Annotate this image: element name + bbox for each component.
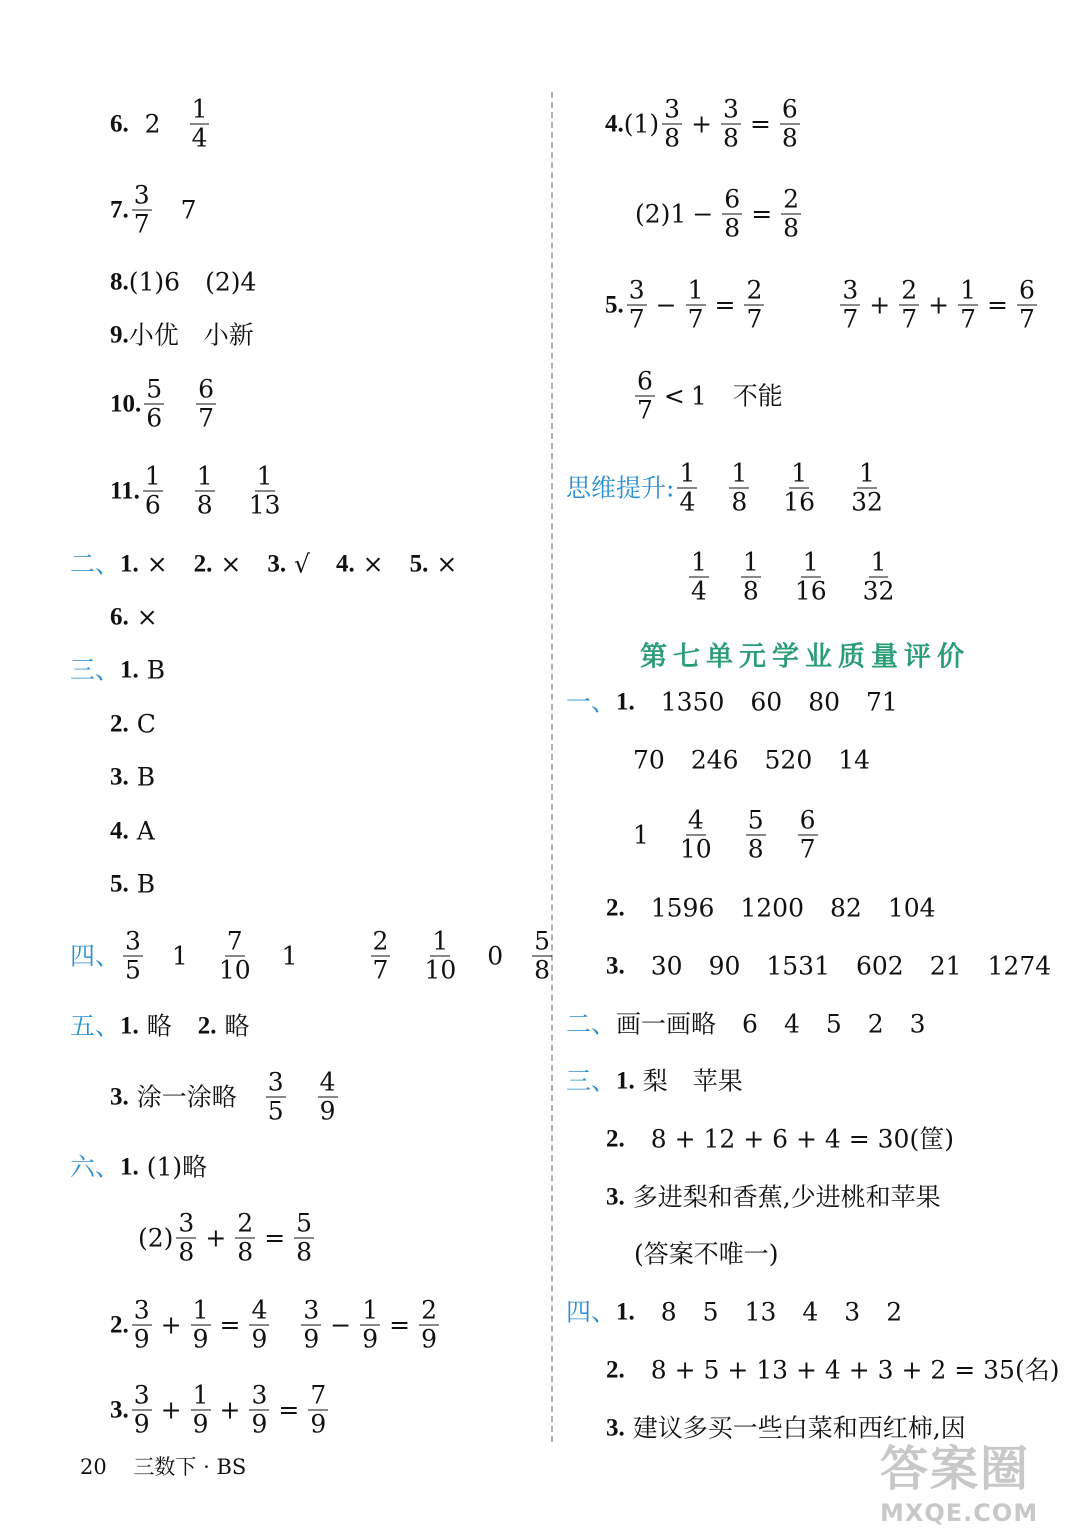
- q10-line: 10. 5 6 6 7: [110, 374, 215, 433]
- book-label: 三数下 · BS: [133, 1455, 247, 1479]
- section-6-line: 六、 1. (1)略: [70, 1152, 208, 1182]
- unit-section-2-line: 二、 画一画略 6 4 5 2 3: [566, 1009, 926, 1039]
- section-label: 二、: [566, 1009, 617, 1039]
- q8-line: 8. (1)6 (2)4: [110, 267, 257, 297]
- right-q5-line: 5. 3 7 − $\frac{1}{7}$ = $\frac{2}{7}$ 3 7 + $\frac{2}{7}$ + $\frac{1}{7}$ = $\frac{6}{7}$: [605, 275, 1035, 334]
- values-row: 70 246 520 14: [633, 745, 871, 775]
- unit-section-4-line: 四、 1. 8 5 13 4 3 2: [566, 1297, 903, 1327]
- section-label: 三、: [70, 655, 121, 685]
- answer-line: 3. 建议多买一些白菜和西红柿,因: [606, 1413, 966, 1443]
- section-3-line: 三、 1. B: [70, 655, 166, 685]
- section-label: 六、: [70, 1152, 121, 1182]
- fraction: 1 8: [196, 461, 213, 520]
- section-3-row: 2. C: [110, 709, 156, 739]
- answer-line: 3. 多进梨和香蕉,少进桃和苹果: [606, 1182, 941, 1212]
- section-label: 思维提升:: [566, 473, 675, 503]
- unit-section-1-line: 一、 1. 1350 60 80 71: [566, 687, 898, 717]
- fraction: 6 7: [198, 374, 215, 433]
- section-label: 三、: [566, 1066, 617, 1096]
- section-label: 一、: [566, 687, 617, 717]
- values-row: 1 4 10 5 8 6 7: [633, 805, 816, 864]
- section-label: 四、: [566, 1297, 617, 1327]
- section-3-row: 4. A: [110, 816, 155, 846]
- section-2-line-2: 6. ×: [110, 602, 158, 632]
- equation: (2) 3 8 + $\frac{2}{8}$ = $\frac{5}{8}$: [138, 1208, 313, 1267]
- answer-line: 2. 8 + 5 + 13 + 4 + 3 + 2 = 35(名): [606, 1355, 1060, 1385]
- section-5-line: 五、 1. 略 2. 略: [70, 1011, 250, 1041]
- q9-line: 9. 小优 小新: [110, 320, 254, 350]
- page-number: 20: [80, 1455, 107, 1479]
- fraction: 3 5: [125, 926, 141, 985]
- section-5-line-2: 3. 涂一涂略 3 5 4 9: [110, 1067, 336, 1126]
- section-4-line: 四、 3 5 1 7 10 1 2 7 1 10 0 5 8: [70, 926, 551, 985]
- thinking-row-1: 思维提升: 1 4 1 8 1 16 1 32: [566, 458, 883, 517]
- fraction: 5 8: [534, 926, 551, 985]
- fraction: 5 6: [146, 374, 163, 433]
- section-3-row: 5. B: [110, 869, 156, 899]
- fraction: 3 7: [133, 180, 150, 239]
- thinking-row-2: 1 4 1 8 1 16 1 32: [691, 547, 895, 606]
- unit-title: 第七单元学业质量评价: [640, 641, 970, 673]
- fraction: 7 10: [218, 926, 251, 985]
- fraction: 4 9: [319, 1067, 336, 1126]
- right-q4-line: 4. (1) 3 8 + $\frac{3}{8}$ = $\frac{6}{8}$: [605, 94, 798, 153]
- equation: 3. 3 9 + $\frac{1}{9}$ + $\frac{3}{9}$ = $\frac{7}{9}$: [110, 1380, 327, 1439]
- q6-line: 6. 2 1 4: [110, 94, 208, 153]
- unit-section-3-line: 三、 1. 梨 苹果: [566, 1066, 743, 1096]
- values-row: 3. 30 90 1531 602 21 1274: [606, 951, 1052, 981]
- fraction: 2 7: [372, 926, 389, 985]
- answer-line: 2. 8 + 12 + 6 + 4 = 30(筐): [606, 1124, 954, 1154]
- watermark-logo: 答案圈 MXQE.COM: [880, 1441, 1039, 1527]
- column-divider: [551, 92, 553, 1442]
- section-label: 五、: [70, 1011, 121, 1041]
- section-label: 四、: [70, 941, 121, 971]
- page-footer: [80, 1451, 246, 1481]
- comparison: 6 7 < 1 不能: [637, 366, 783, 425]
- section-3-row: 3. B: [110, 762, 156, 792]
- answer-line: (答案不唯一): [634, 1239, 779, 1269]
- values-row: 2. 1596 1200 82 104: [606, 893, 936, 923]
- fraction: 3 5: [267, 1067, 284, 1126]
- q7-line: 7. 3 7 7: [110, 180, 197, 239]
- fraction: 1 4: [191, 94, 208, 153]
- fraction: 1 6: [144, 461, 161, 520]
- section-2-line: 二、 1. × 2. × 3. √ 4. × 5. ×: [70, 549, 458, 579]
- equation: (2)1 − $\frac{6}{8}$ = $\frac{2}{8}$: [635, 184, 800, 243]
- section-label: 二、: [70, 549, 121, 579]
- fraction: 1 10: [424, 926, 457, 985]
- fraction: 1 13: [248, 461, 281, 520]
- equation: 2. 3 9 + $\frac{1}{9}$ = $\frac{4}{9}$ 3 9 − $\frac{1}{9}$ = $\frac{2}{9}$: [110, 1295, 437, 1354]
- q11-line: 11. 1 6 1 8 1 13: [110, 461, 281, 520]
